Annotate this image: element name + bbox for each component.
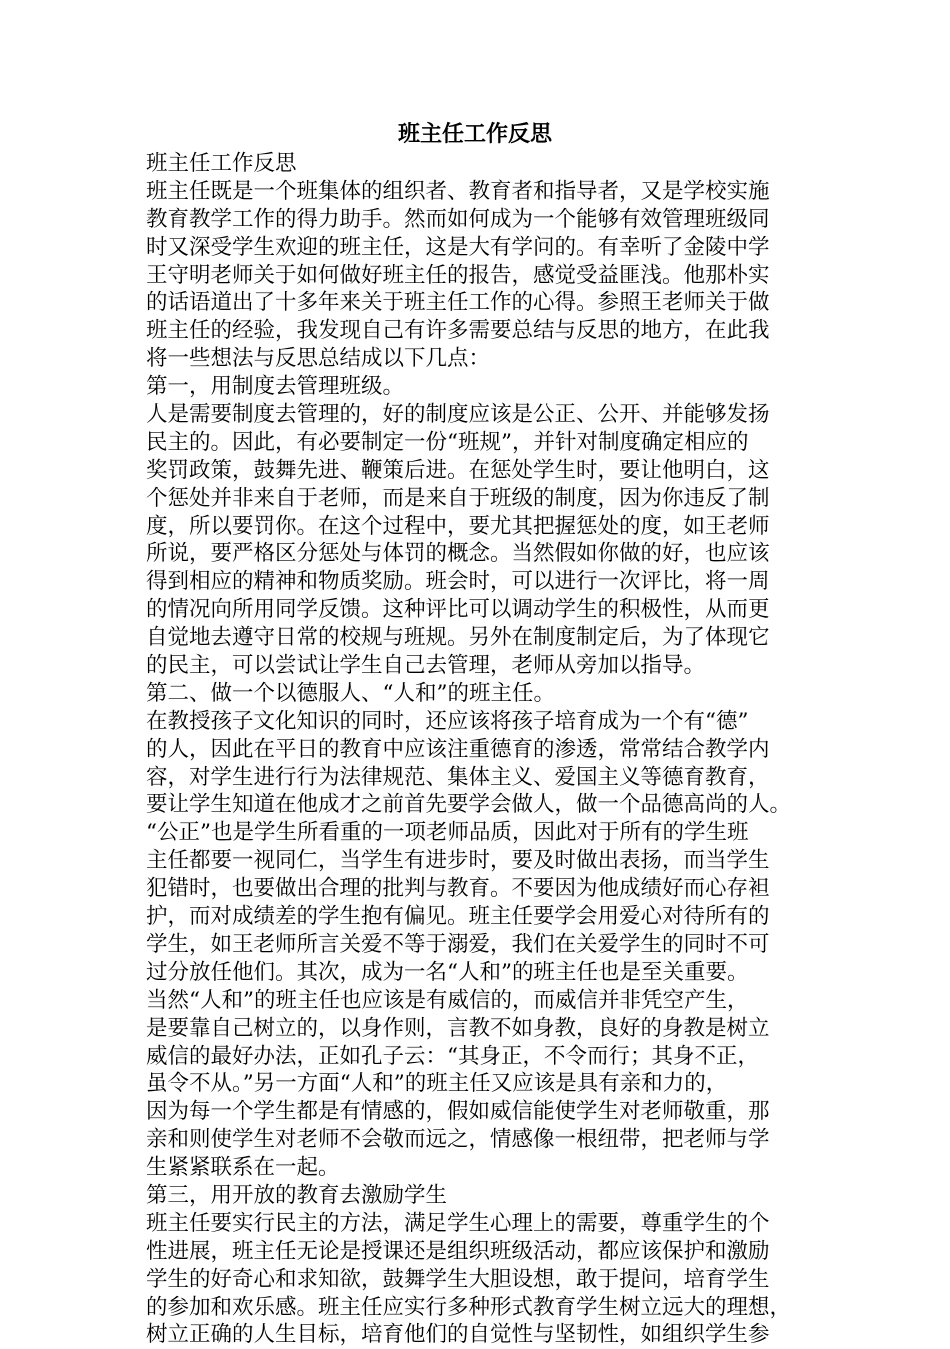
- text-line: “公正”也是学生所看重的一项老师品质，因此对于所有的学生班: [146, 820, 749, 846]
- text-line: 奖罚政策，鼓舞先进、鞭策后进。在惩处学生时，要让他明白，这: [146, 457, 770, 483]
- text-line: 人是需要制度去管理的，好的制度应该是公正、公开、并能够发扬: [146, 402, 770, 428]
- document-title: 班主任工作反思: [397, 122, 552, 147]
- text-line: 得到相应的精神和物质奖励。班会时，可以进行一次评比，将一周: [146, 569, 770, 595]
- text-line: 要让学生知道在他成才之前首先要学会做人，做一个品德高尚的人。: [146, 792, 792, 818]
- text-line: 个惩处并非来自于老师，而是来自于班级的制度，因为你违反了制: [146, 485, 770, 511]
- text-line: 第一，用制度去管理班级。: [146, 374, 405, 400]
- text-line: 学生，如王老师所言关爱不等于溺爱，我们在关爱学生的同时不可: [146, 931, 770, 957]
- text-line: 所说，要严格区分惩处与体罚的概念。当然假如你做的好，也应该: [146, 541, 770, 567]
- text-line: 王守明老师关于如何做好班主任的报告，感觉受益匪浅。他那朴实: [146, 262, 770, 288]
- text-line: 容，对学生进行行为法律规范、集体主义、爱国主义等德育教育，: [146, 764, 770, 790]
- text-line: 在教授孩子文化知识的同时，还应该将孩子培育成为一个有“德”: [146, 708, 749, 734]
- text-line: 时又深受学生欢迎的班主任，这是大有学问的。有幸听了金陵中学: [146, 234, 770, 260]
- text-line: 的参加和欢乐感。班主任应实行多种形式教育学生树立远大的理想，: [146, 1294, 792, 1320]
- text-line: 的人，因此在平日的教育中应该注重德育的渗透，常常结合教学内: [146, 736, 770, 762]
- text-line: 性进展，班主任无论是授课还是组织班级活动，都应该保护和激励: [146, 1238, 770, 1264]
- text-line: 第三，用开放的教育去激励学生: [146, 1182, 448, 1208]
- text-line: 生紧紧联系在一起。: [146, 1155, 340, 1181]
- text-line: 自觉地去遵守日常的校规与班规。另外在制度制定后，为了体现它: [146, 625, 770, 651]
- document-body: [146, 150, 806, 1349]
- text-line: 度，所以要罚你。在这个过程中，要尤其把握惩处的度，如王老师: [146, 513, 770, 539]
- text-line: 主任都要一视同仁，当学生有进步时，要及时做出表扬，而当学生: [146, 848, 770, 874]
- text-line: 护，而对成绩差的学生抱有偏见。班主任要学会用爱心对待所有的: [146, 904, 770, 930]
- text-line: 犯错时，也要做出合理的批判与教育。不要因为他成绩好而心存袒: [146, 876, 770, 902]
- text-line: 的情况向所用同学反馈。这种评比可以调动学生的积极性，从而更: [146, 597, 770, 623]
- text-line: 因为每一个学生都是有情感的，假如威信能使学生对老师敬重，那: [146, 1099, 770, 1125]
- text-line: 学生的好奇心和求知欲，鼓舞学生大胆设想，敢于提问，培育学生: [146, 1266, 770, 1292]
- text-line: 是要靠自己树立的，以身作则，言教不如身教，良好的身教是树立: [146, 1015, 770, 1041]
- text-line: 虽令不从。”另一方面“人和”的班主任又应该是具有亲和力的，: [146, 1071, 728, 1097]
- text-line: 过分放任他们。其次，成为一名“人和”的班主任也是至关重要。: [146, 959, 749, 985]
- text-line: 班主任的经验，我发现自己有许多需要总结与反思的地方，在此我: [146, 318, 770, 344]
- text-line: 班主任要实行民主的方法，满足学生心理上的需要，尊重学生的个: [146, 1210, 770, 1236]
- text-line: 亲和则使学生对老师不会敬而远之，情感像一根纽带，把老师与学: [146, 1127, 770, 1153]
- text-line: 班主任工作反思: [146, 151, 297, 176]
- text-line: 将一些想法与反思总结成以下几点：: [146, 346, 491, 372]
- text-line: 民主的。因此，有必要制定一份“班规”，并针对制度确定相应的: [146, 429, 749, 455]
- text-line: 第二、做一个以德服人、“人和”的班主任。: [146, 680, 555, 706]
- text-line: 当然“人和”的班主任也应该是有威信的，而威信并非凭空产生，: [146, 987, 749, 1013]
- text-line: 的民主，可以尝试让学生自己去管理，老师从旁加以指导。: [146, 653, 706, 679]
- text-line: 的话语道出了十多年来关于班主任工作的心得。参照王老师关于做: [146, 290, 770, 316]
- text-line: 威信的最好办法，正如孔子云：“其身正，不令而行；其身不正，: [146, 1043, 759, 1069]
- text-line: 树立正确的人生目标，培育他们的自觉性与坚韧性，如组织学生参: [146, 1322, 770, 1348]
- text-line: 班主任既是一个班集体的组织者、教育者和指导者，又是学校实施: [146, 178, 770, 204]
- text-line: 教育教学工作的得力助手。然而如何成为一个能够有效管理班级同: [146, 206, 770, 232]
